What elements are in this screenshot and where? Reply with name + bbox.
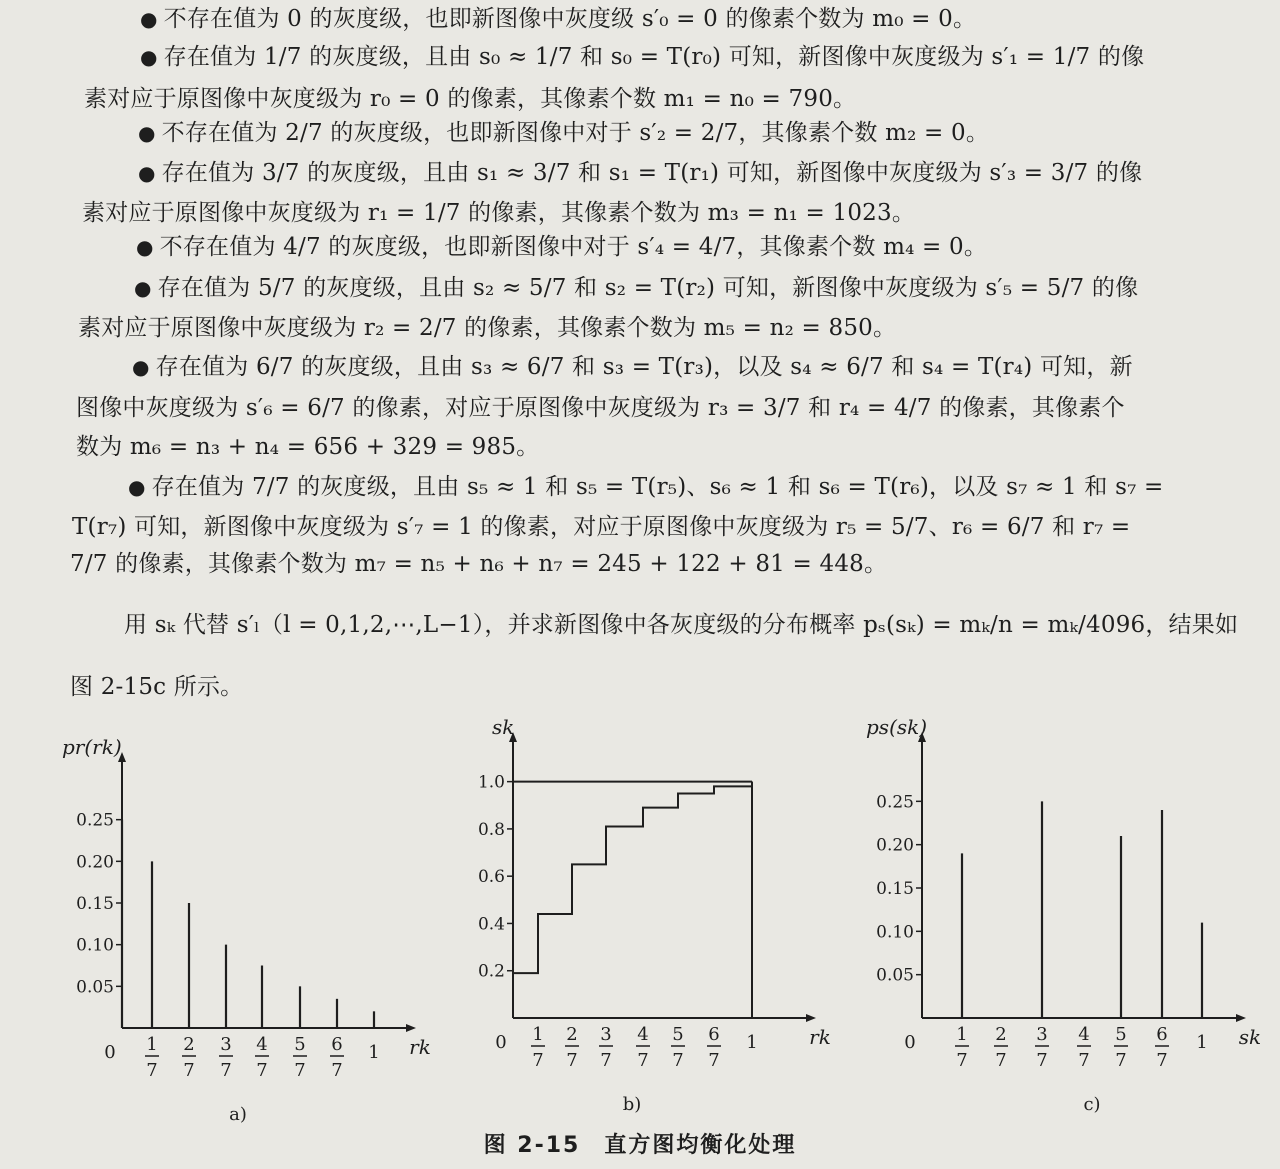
y-tick-label-1: 0.4 [477, 914, 505, 935]
y-tick-label-2: 0.15 [76, 894, 114, 914]
text-line-11: 图像中灰度级为 s′₆ = 6/7 的像素，对应于原图像中灰度级为 r₃ = 3/7 和 r₄ = 4/7 的像素，其像素个 [76, 395, 1125, 421]
chart-c-equalized-histogram [866, 718, 1261, 1115]
text-line-9: 素对应于原图像中灰度级为 r₂ = 2/7 的像素，其像素个数为 m₅ = n₂ = 850。 [78, 315, 897, 341]
x-tick-numerator-2: 2 [183, 1034, 195, 1055]
x-tick-denominator-2: 7 [183, 1060, 195, 1081]
panel-label: a) [229, 1104, 247, 1125]
x-tick-numerator-5: 5 [672, 1024, 684, 1045]
x-axis-title: rk [809, 1025, 831, 1049]
y-tick-label-4: 0.25 [76, 810, 114, 831]
y-tick-label-2: 0.15 [876, 879, 914, 899]
x-tick-denominator-4: 7 [637, 1050, 649, 1071]
x-axis-title: sk [1238, 1025, 1262, 1049]
bullet-icon: ● [140, 7, 158, 31]
text-line-3: 素对应于原图像中灰度级为 r₀ = 0 的像素，其像素个数 m₁ = n₀ = 790。 [84, 86, 857, 112]
text-line-14: T(r₇) 可知，新图像中灰度级为 s′₇ = 1 的像素，对应于原图像中灰度级为 r₅ = 5/7、r₆ = 6/7 和 r₇ = [72, 514, 1131, 540]
x-tick-numerator-4: 4 [256, 1034, 268, 1055]
x-tick-numerator-3: 3 [220, 1034, 232, 1055]
x-tick-denominator-6: 7 [708, 1050, 720, 1071]
y-tick-label-0: 0.05 [76, 977, 114, 998]
y-tick-label-4: 1.0 [477, 772, 505, 793]
y-axis-title: ps(sk) [866, 718, 928, 739]
x-tick-numerator-4: 4 [637, 1024, 649, 1045]
x-tick-numerator-2: 2 [995, 1024, 1007, 1045]
x-tick-numerator-1: 1 [956, 1024, 968, 1045]
y-tick-label-1: 0.10 [76, 935, 114, 956]
text-line-6: 素对应于原图像中灰度级为 r₁ = 1/7 的像素，其像素个数为 m₃ = n₁ = 1023。 [82, 200, 916, 226]
chart-b-transfer-function [478, 718, 831, 1115]
text-line-7: ● 不存在值为 4/7 的灰度级，也即新图像中对于 s′₄ = 4/7，其像素个数 m₄ = 0。 [136, 234, 988, 260]
x-tick-denominator-2: 7 [566, 1050, 578, 1071]
x-tick-numerator-3: 3 [600, 1024, 612, 1045]
x-tick-label-0: 0 [104, 1042, 116, 1063]
text-line-13: ● 存在值为 7/7 的灰度级，且由 s₅ ≈ 1 和 s₅ = T(r₅)、s₆ ≈ 1 和 s₆ = T(r₆)，以及 s₇ ≈ 1 和 s₇ = [128, 474, 1164, 500]
y-tick-label-2: 0.6 [477, 867, 505, 888]
y-tick-label-1: 0.10 [876, 922, 914, 943]
bullet-icon: ● [134, 276, 152, 300]
x-axis-arrow-icon [406, 1024, 416, 1032]
bullet-icon: ● [128, 475, 146, 499]
x-tick-numerator-6: 6 [331, 1034, 343, 1055]
x-tick-numerator-1: 1 [146, 1034, 158, 1055]
x-tick-label-7: 1 [1196, 1032, 1208, 1053]
x-tick-numerator-6: 6 [1156, 1024, 1168, 1045]
y-axis-title: pr(rk) [62, 735, 122, 759]
summary-line-2: 图 2-15c 所示。 [70, 674, 244, 700]
x-axis-arrow-icon [806, 1014, 816, 1022]
x-tick-numerator-6: 6 [708, 1024, 720, 1045]
x-tick-numerator-1: 1 [532, 1024, 544, 1045]
x-tick-denominator-4: 7 [1078, 1050, 1090, 1071]
x-tick-denominator-3: 7 [220, 1060, 232, 1081]
bullet-icon: ● [136, 235, 154, 259]
x-tick-label-0: 0 [495, 1032, 507, 1053]
panel-label: c) [1083, 1094, 1101, 1115]
bullet-icon: ● [138, 121, 156, 145]
panel-label: b) [622, 1094, 642, 1115]
x-tick-denominator-1: 7 [956, 1050, 968, 1071]
summary-line-1: 用 sₖ 代替 s′ₗ（l = 0,1,2,⋯,L−1），并求新图像中各灰度级的分布概率 pₛ(sₖ) = mₖ/n = mₖ/4096，结果如 [124, 612, 1239, 638]
bullet-icon: ● [138, 161, 156, 185]
x-tick-denominator-6: 7 [1156, 1050, 1168, 1071]
y-tick-label-4: 0.25 [876, 792, 914, 813]
x-tick-numerator-2: 2 [566, 1024, 578, 1045]
chart-a-histogram [62, 735, 431, 1125]
text-line-5: ● 存在值为 3/7 的灰度级，且由 s₁ ≈ 3/7 和 s₁ = T(r₁) 可知，新图像中灰度级为 s′₃ = 3/7 的像 [138, 160, 1143, 186]
text-line-1: ● 不存在值为 0 的灰度级，也即新图像中灰度级 s′₀ = 0 的像素个数为 m₀ = 0。 [140, 6, 977, 32]
x-tick-label-7: 1 [746, 1032, 758, 1053]
x-axis-arrow-icon [1236, 1014, 1246, 1022]
text-line-4: ● 不存在值为 2/7 的灰度级，也即新图像中对于 s′₂ = 2/7，其像素个数 m₂ = 0。 [138, 120, 990, 146]
y-tick-label-0: 0.2 [477, 961, 505, 982]
transfer-staircase-line [513, 782, 752, 973]
x-tick-denominator-5: 7 [1115, 1050, 1127, 1071]
text-line-12: 数为 m₆ = n₃ + n₄ = 656 + 329 = 985。 [76, 434, 540, 460]
x-tick-label-7: 1 [368, 1042, 380, 1063]
x-tick-denominator-1: 7 [532, 1050, 544, 1071]
x-tick-denominator-2: 7 [995, 1050, 1007, 1071]
x-tick-denominator-6: 7 [331, 1060, 343, 1081]
bullet-icon: ● [140, 45, 158, 69]
text-line-15: 7/7 的像素，其像素个数为 m₇ = n₅ + n₆ + n₇ = 245 + 122 + 81 = 448。 [70, 551, 888, 577]
x-tick-denominator-3: 7 [600, 1050, 612, 1071]
x-tick-numerator-3: 3 [1036, 1024, 1048, 1045]
y-tick-label-0: 0.05 [876, 965, 914, 986]
text-line-2: ● 存在值为 1/7 的灰度级，且由 s₀ ≈ 1/7 和 s₀ = T(r₀) 可知，新图像中灰度级为 s′₁ = 1/7 的像 [140, 44, 1145, 70]
figure-caption: 图 2-15 直方图均衡化处理 [483, 1133, 797, 1158]
bullet-icon: ● [132, 355, 150, 379]
x-tick-label-0: 0 [904, 1032, 916, 1053]
y-tick-label-3: 0.20 [876, 835, 914, 856]
x-tick-denominator-4: 7 [256, 1060, 268, 1081]
text-line-8: ● 存在值为 5/7 的灰度级，且由 s₂ ≈ 5/7 和 s₂ = T(r₂) 可知，新图像中灰度级为 s′₅ = 5/7 的像 [134, 275, 1139, 301]
y-axis-title: sk [492, 718, 515, 739]
x-tick-denominator-3: 7 [1036, 1050, 1048, 1071]
x-tick-denominator-1: 7 [146, 1060, 158, 1081]
x-tick-numerator-4: 4 [1078, 1024, 1090, 1045]
x-tick-denominator-5: 7 [294, 1060, 306, 1081]
text-line-10: ● 存在值为 6/7 的灰度级，且由 s₃ ≈ 6/7 和 s₃ = T(r₃)，以及 s₄ ≈ 6/7 和 s₄ = T(r₄) 可知，新 [132, 354, 1133, 380]
x-tick-numerator-5: 5 [294, 1034, 306, 1055]
y-tick-label-3: 0.20 [76, 852, 114, 873]
x-tick-numerator-5: 5 [1115, 1024, 1127, 1045]
y-tick-label-3: 0.8 [477, 819, 505, 840]
x-axis-title: rk [409, 1035, 431, 1059]
figure-2-15 [0, 718, 1280, 1169]
x-tick-denominator-5: 7 [672, 1050, 684, 1071]
